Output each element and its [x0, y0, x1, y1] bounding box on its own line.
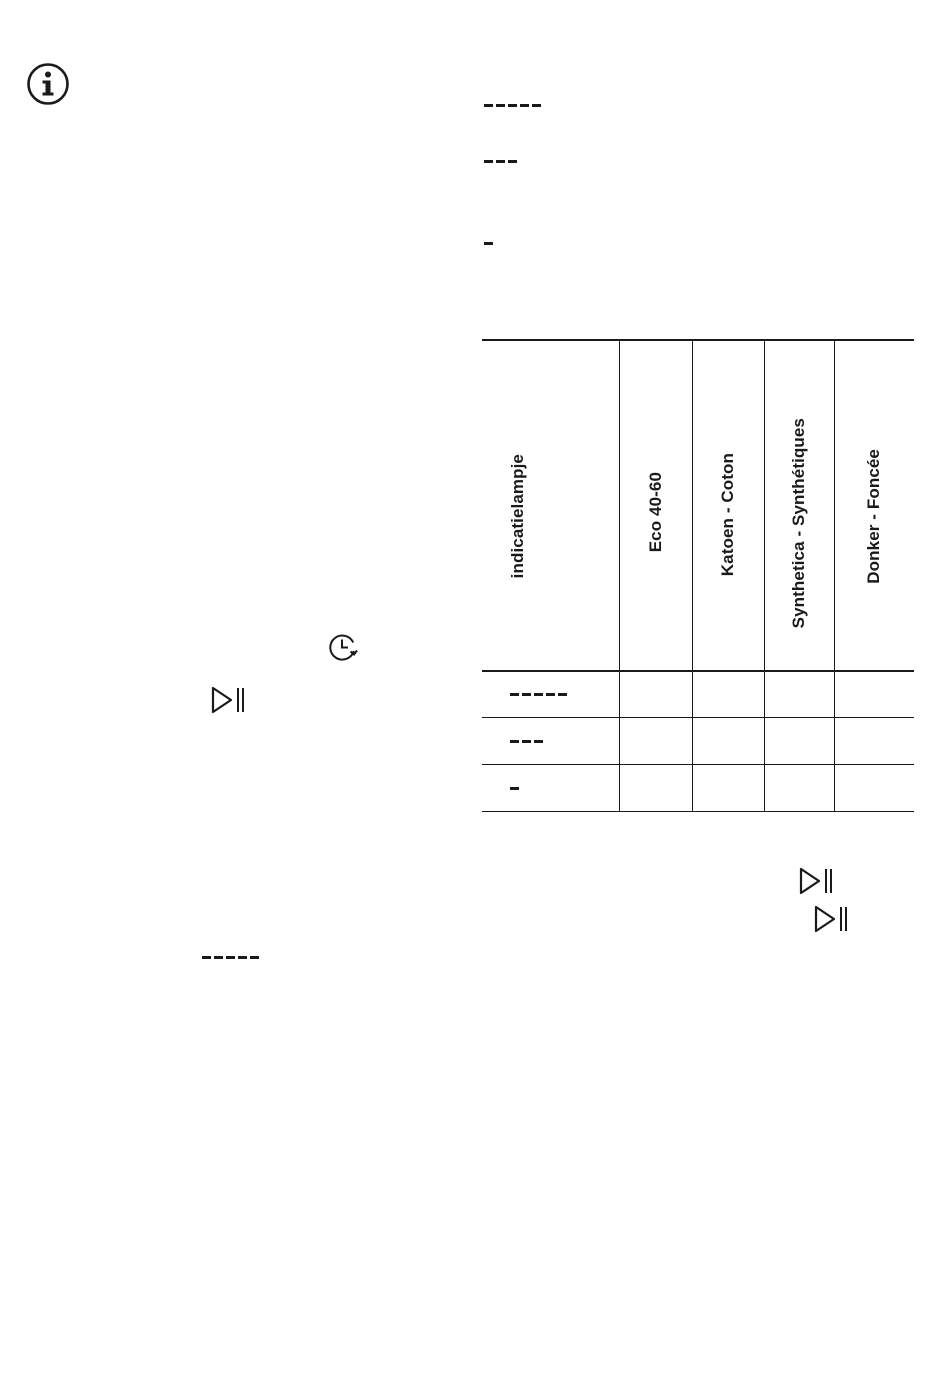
start-pause-icon	[813, 904, 851, 934]
table-cell	[764, 765, 834, 812]
table-cell	[619, 671, 692, 718]
indicator-5-bars	[484, 104, 541, 107]
table-cell	[619, 718, 692, 765]
indicator-cell	[482, 765, 619, 812]
table-row	[482, 718, 914, 765]
timer-icon	[327, 632, 359, 662]
table-cell	[692, 671, 764, 718]
header-indicator: indicatielampje	[508, 453, 527, 578]
indicator-5-bars	[202, 956, 259, 959]
programme-indicator-table	[482, 339, 914, 812]
indicator-cell	[482, 718, 619, 765]
start-pause-icon	[798, 866, 836, 896]
table-cell	[834, 671, 914, 718]
indicator-5-bars	[510, 693, 619, 696]
start-pause-icon	[210, 685, 248, 715]
table-cell	[764, 718, 834, 765]
table-row	[482, 765, 914, 812]
table-cell	[692, 765, 764, 812]
table-cell	[834, 765, 914, 812]
table-header-row	[482, 340, 914, 671]
header-donker: Donker - Foncée	[834, 340, 914, 671]
info-icon	[26, 62, 70, 106]
indicator-3-bars	[484, 160, 517, 163]
indicator-3-bars	[510, 740, 619, 743]
indicator-1-bar	[484, 242, 493, 245]
table-cell	[692, 718, 764, 765]
indicator-1-bar	[510, 787, 619, 790]
indicator-cell	[482, 671, 619, 718]
header-synthetica: Synthetica - Synthétiques	[764, 340, 834, 671]
header-katoen: Katoen - Coton	[692, 340, 764, 671]
header-eco-40-60: Eco 40-60	[619, 340, 692, 671]
table-cell	[619, 765, 692, 812]
table-cell	[834, 718, 914, 765]
table-cell	[764, 671, 834, 718]
table-row	[482, 671, 914, 718]
